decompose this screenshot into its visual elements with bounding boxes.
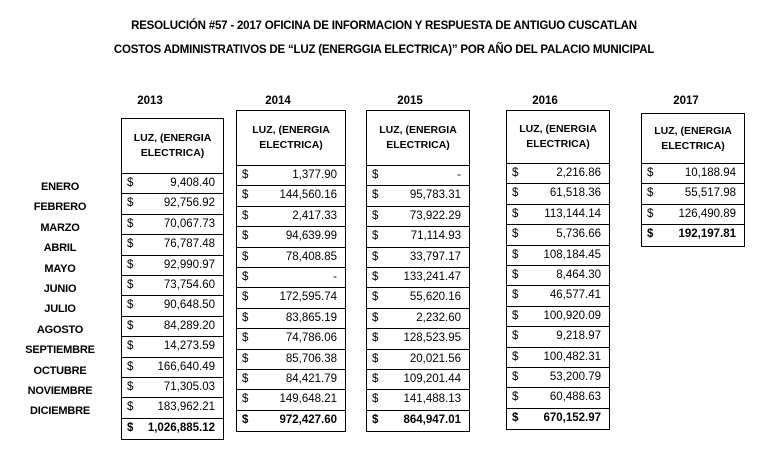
amount: 128,523.95	[403, 332, 461, 345]
amount: 100,482.31	[543, 350, 601, 363]
amount: 73,754.60	[163, 278, 215, 291]
total-cell	[507, 409, 609, 429]
amount: 61,518.36	[549, 187, 601, 200]
currency-symbol: $	[512, 411, 519, 424]
amount: 133,241.47	[403, 270, 461, 283]
currency-symbol: $	[512, 370, 519, 383]
currency-symbol: $	[372, 352, 379, 365]
currency-symbol: $	[372, 270, 379, 283]
currency-symbol: $	[512, 350, 519, 363]
value-cell	[507, 225, 609, 245]
currency-symbol: $	[242, 291, 249, 304]
month-label: MAYO	[44, 262, 76, 275]
value-cell	[367, 227, 469, 247]
currency-symbol: $	[372, 250, 379, 263]
amount: 192,197.81	[678, 228, 736, 241]
amount: 14,273.59	[163, 340, 215, 353]
currency-symbol: $	[512, 391, 519, 404]
amount: 2,216.86	[556, 167, 601, 179]
currency-symbol: $	[512, 330, 519, 343]
currency-symbol: $	[127, 340, 134, 353]
currency-symbol: $	[127, 380, 134, 393]
currency-symbol: $	[242, 311, 249, 324]
currency-symbol: $	[372, 230, 379, 243]
value-cell	[507, 327, 609, 347]
amount: -	[333, 270, 337, 283]
value-cell	[122, 337, 223, 357]
amount: 70,067.73	[163, 217, 215, 230]
year-label: 2015	[397, 95, 423, 107]
month-label: ABRIL	[43, 242, 77, 255]
year-label: 2016	[532, 95, 558, 107]
currency-symbol: $	[372, 291, 379, 304]
amount: 149,648.21	[279, 393, 337, 406]
amount: 84,289.20	[163, 319, 215, 332]
currency-symbol: $	[127, 258, 134, 271]
column-header: LUZ, (ENERGIA ELECTRICA)	[507, 111, 609, 164]
currency-symbol: $	[127, 299, 134, 312]
amount: 8,464.30	[556, 268, 601, 281]
value-cell	[367, 268, 469, 288]
month-label: FEBRERO	[33, 201, 87, 214]
amount: 108,184.45	[543, 248, 601, 261]
value-cell	[122, 358, 223, 378]
value-cell	[642, 184, 744, 204]
month-label: JULIO	[44, 303, 76, 316]
year-label: 2017	[673, 95, 699, 107]
currency-symbol: $	[242, 250, 249, 263]
amount: 9,218.97	[556, 330, 601, 343]
amount: 864,947.01	[403, 413, 461, 426]
value-cell	[507, 368, 609, 388]
value-cell	[237, 309, 345, 329]
value-cell	[367, 207, 469, 227]
currency-symbol: $	[127, 319, 134, 332]
amount: 78,408.85	[285, 250, 337, 263]
currency-symbol: $	[242, 189, 249, 202]
amount: 5,736.66	[556, 228, 601, 241]
value-cell	[122, 296, 223, 316]
amount: 100,920.09	[543, 309, 601, 322]
amount: 113,144.14	[544, 207, 601, 220]
amount: 53,200.79	[549, 370, 601, 383]
value-cell	[237, 390, 345, 410]
amount: 90,648.50	[163, 299, 215, 312]
total-cell	[642, 225, 744, 245]
value-cell	[122, 215, 223, 235]
value-cell	[367, 288, 469, 308]
value-cell	[237, 248, 345, 268]
currency-symbol: $	[512, 228, 519, 241]
value-cell	[367, 309, 469, 329]
currency-symbol: $	[512, 167, 519, 179]
value-cell	[507, 388, 609, 408]
amount: 972,427.60	[279, 413, 337, 426]
amount: 126,490.89	[678, 207, 736, 220]
currency-symbol: $	[242, 393, 249, 406]
currency-symbol: $	[647, 187, 654, 200]
amount: 141,488.13	[403, 393, 461, 406]
year-table	[121, 118, 224, 440]
currency-symbol: $	[372, 393, 379, 406]
month-label: OCTUBRE	[33, 364, 87, 377]
month-label: SEPTIEMBRE	[25, 344, 95, 357]
value-cell	[367, 350, 469, 370]
value-cell	[122, 317, 223, 337]
total-cell	[122, 419, 223, 439]
currency-symbol: $	[127, 421, 134, 434]
value-cell	[507, 246, 609, 266]
currency-symbol: $	[127, 197, 134, 210]
amount: 144,560.16	[279, 189, 337, 202]
column-header: LUZ, (ENERGIA ELECTRICA)	[642, 114, 744, 164]
value-cell	[237, 370, 345, 390]
value-cell	[122, 378, 223, 398]
currency-symbol: $	[127, 360, 134, 373]
month-label: AGOSTO	[36, 323, 84, 336]
amount: 10,188.94	[684, 167, 736, 179]
total-cell	[367, 411, 469, 431]
value-cell	[122, 235, 223, 255]
amount: 71,114.93	[410, 230, 461, 243]
amount: 55,620.16	[409, 291, 461, 304]
month-label: DICIEMBRE	[30, 405, 90, 418]
currency-symbol: $	[242, 372, 249, 385]
month-label: JUNIO	[43, 282, 77, 295]
month-label: MARZO	[40, 221, 80, 234]
value-cell	[237, 186, 345, 206]
amount: 33,797.17	[409, 250, 461, 263]
amount: 85,706.38	[285, 352, 337, 365]
value-cell	[122, 174, 223, 194]
value-cell	[122, 276, 223, 296]
amount: 1,026,885.12	[147, 421, 215, 434]
currency-symbol: $	[372, 332, 379, 345]
title-line-1: RESOLUCIÓN #57 - 2017 OFICINA DE INFORMACION Y RESPUESTA DE ANTIGUO CUSCATLAN	[131, 20, 637, 32]
currency-symbol: $	[242, 413, 249, 426]
currency-symbol: $	[372, 372, 379, 385]
amount: 20,021.56	[409, 352, 461, 365]
amount: 172,595.74	[279, 291, 337, 304]
amount: 183,962.21	[157, 401, 215, 414]
value-cell	[237, 350, 345, 370]
currency-symbol: $	[372, 189, 379, 202]
value-cell	[237, 288, 345, 308]
currency-symbol: $	[127, 401, 134, 414]
year-table	[236, 110, 346, 432]
currency-symbol: $	[242, 270, 249, 283]
title-line-2: COSTOS ADMINISTRATIVOS DE “LUZ (ENERGGIA ELECTRICA)” POR AÑO DEL PALACIO MUNICIPAL	[113, 44, 655, 56]
amount: 109,201.44	[403, 372, 461, 385]
currency-symbol: $	[127, 217, 134, 230]
value-cell	[122, 398, 223, 418]
value-cell	[122, 194, 223, 214]
value-cell	[507, 266, 609, 286]
column-header: LUZ, (ENERGIA ELECTRICA)	[367, 111, 469, 166]
value-cell	[237, 268, 345, 288]
value-cell	[122, 256, 223, 276]
value-cell	[367, 329, 469, 349]
month-label: NOVIEMBRE	[27, 384, 93, 397]
amount: 9,408.40	[170, 177, 215, 189]
month-labels	[0, 177, 120, 422]
amount: 74,786.06	[285, 332, 337, 345]
amount: 83,865.19	[285, 311, 337, 324]
amount: 95,783.31	[409, 189, 461, 202]
month-label: ENERO	[40, 181, 80, 193]
value-cell	[237, 166, 345, 186]
currency-symbol: $	[512, 187, 519, 200]
amount: 1,377.90	[292, 169, 337, 181]
value-cell	[237, 207, 345, 227]
amount: 2,232.60	[416, 311, 461, 324]
amount: 94,639.99	[285, 230, 337, 243]
currency-symbol: $	[242, 209, 249, 222]
amount: 46,577.41	[549, 289, 601, 302]
value-cell	[367, 390, 469, 410]
value-cell	[367, 166, 469, 186]
amount: 76,787.48	[163, 238, 215, 251]
amount: -	[457, 169, 461, 181]
amount: 2,417.33	[292, 209, 337, 222]
currency-symbol: $	[512, 248, 519, 261]
value-cell	[507, 348, 609, 368]
currency-symbol: $	[647, 228, 654, 241]
year-table	[366, 110, 470, 432]
currency-symbol: $	[127, 278, 134, 291]
currency-symbol: $	[512, 309, 519, 322]
currency-symbol: $	[512, 268, 519, 281]
amount: 84,421.79	[285, 372, 337, 385]
value-cell	[367, 370, 469, 390]
amount: 55,517.98	[684, 187, 736, 200]
currency-symbol: $	[647, 167, 654, 179]
currency-symbol: $	[242, 332, 249, 345]
value-cell	[367, 186, 469, 206]
value-cell	[642, 164, 744, 184]
currency-symbol: $	[242, 352, 249, 365]
column-header: LUZ, (ENERGIA ELECTRICA)	[237, 111, 345, 166]
total-cell	[237, 411, 345, 431]
currency-symbol: $	[372, 413, 379, 426]
value-cell	[507, 307, 609, 327]
currency-symbol: $	[372, 311, 379, 324]
amount: 92,756.92	[163, 197, 215, 210]
amount: 670,152.97	[543, 411, 601, 424]
year-table	[641, 113, 745, 247]
value-cell	[507, 286, 609, 306]
currency-symbol: $	[242, 230, 249, 243]
value-cell	[237, 329, 345, 349]
currency-symbol: $	[512, 207, 519, 220]
currency-symbol: $	[647, 207, 654, 220]
year-table	[506, 110, 610, 430]
amount: 166,640.49	[157, 360, 215, 373]
amount: 73,922.29	[409, 209, 461, 222]
amount: 71,305.03	[163, 380, 215, 393]
year-label: 2014	[265, 95, 291, 107]
currency-symbol: $	[242, 169, 249, 181]
year-label: 2013	[137, 95, 163, 107]
value-cell	[237, 227, 345, 247]
value-cell	[507, 205, 609, 225]
currency-symbol: $	[372, 209, 379, 222]
currency-symbol: $	[127, 177, 134, 189]
amount: 60,488.63	[549, 391, 601, 404]
currency-symbol: $	[512, 289, 519, 302]
value-cell	[367, 248, 469, 268]
column-header: LUZ, (ENERGIA ELECTRICA)	[122, 119, 223, 174]
value-cell	[507, 184, 609, 204]
amount: 92,990.97	[163, 258, 215, 271]
currency-symbol: $	[127, 238, 134, 251]
value-cell	[507, 164, 609, 184]
currency-symbol: $	[372, 169, 379, 181]
value-cell	[642, 205, 744, 225]
